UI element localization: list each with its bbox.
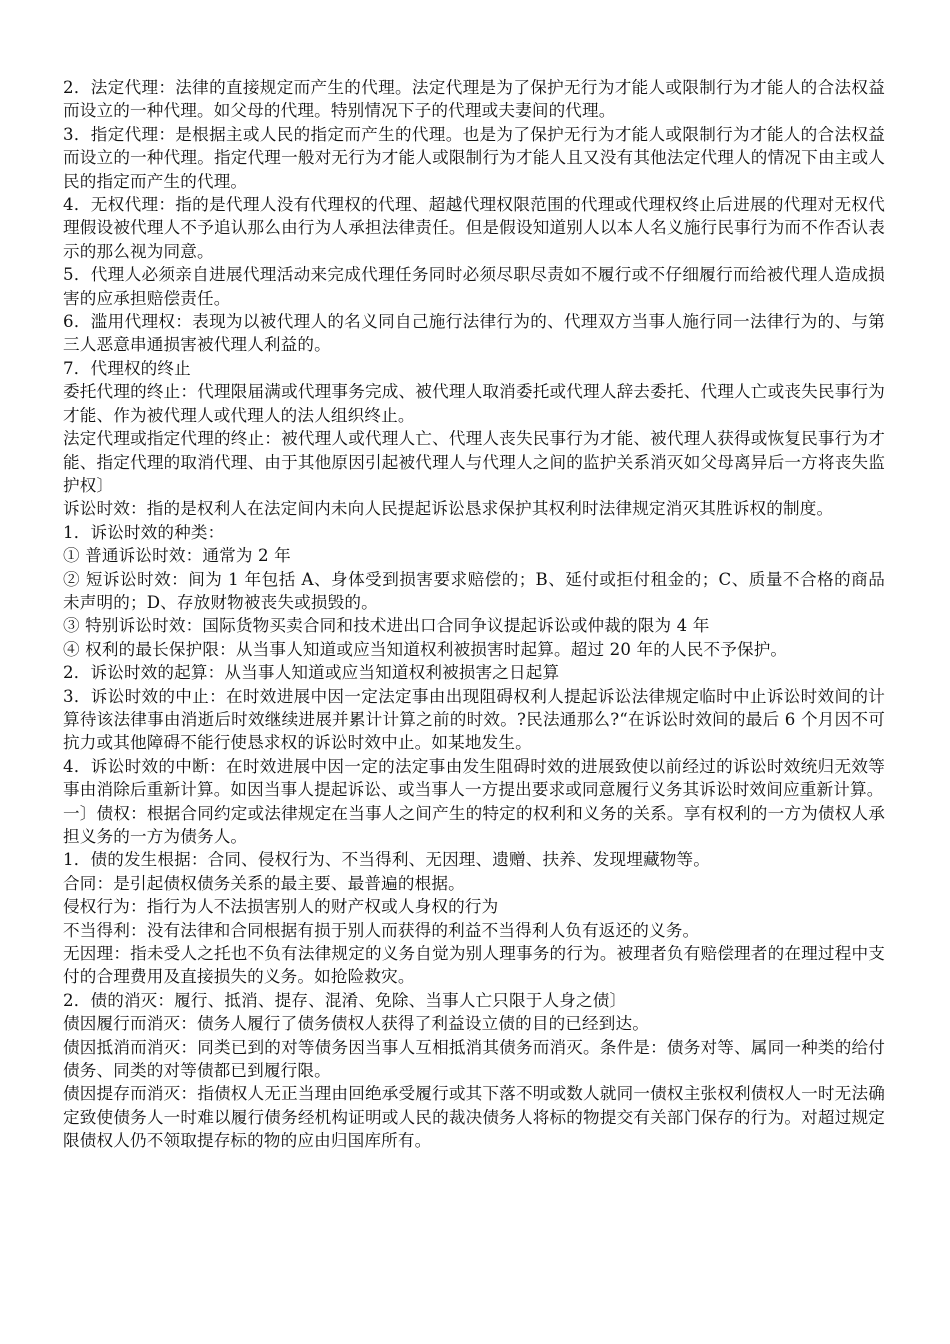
- paragraph-extinction-by-deposit: 债因提存而消灭：指债权人无正当理由回绝承受履行或其下落不明或数人就同一债权主张权利债权人一时无法确定致使债务人一时难以履行债务经机构证明或人民的裁决债务人将标的物提交有关部门保存的行为。对超过规定限债权人仍不领取提存标的物的应由归国库所有。: [63, 1084, 885, 1151]
- list-item-longest-protection: ④ 权利的最长保护限：从当事人知道或应当知道权利被损害时起算。超过 20 年的人民不予保护。: [63, 639, 788, 659]
- paragraph-unauthorized-agency: 4．无权代理：指的是代理人没有代理权的代理、超越代理权限范围的代理或代理权终止后进展的代理对无权代理假设被代理人不予追认那么由行为人承担法律责任。但是假设知道别人以本人名义施行民事行为而不作否认表示的那么视为同意。: [63, 195, 885, 261]
- paragraph-designated-agency: 3．指定代理：是根据主或人民的指定而产生的代理。也是为了保护无行为才能人或限制行为才能人的合法权益而设立的一种代理。指定代理一般对无行为才能人或限制行为才能人且又没有其他法定代理人的情况下由主或人民的指定而产生的代理。: [63, 124, 885, 191]
- paragraph-extinction-by-setoff: 债因抵消而消灭：同类已到的对等债务因当事人互相抵消其债务而消灭。条件是：债务对等、属同一种类的给付债务、同类的对等债都已到履行限。: [63, 1037, 885, 1081]
- list-item-short-limitation: ② 短诉讼时效：间为 1 年包括 A、身体受到损害要求赔偿的；B、延付或拒付租金的；C、质量不合格的商品未声明的；D、存放财物被丧失或损毁的。: [63, 569, 885, 612]
- paragraph-extinction-by-performance: 债因履行而消灭：债务人履行了债务债权人获得了利益设立债的目的已经到达。: [63, 1014, 650, 1034]
- paragraph-statutory-agency: 2．法定代理：法律的直接规定而产生的代理。法定代理是为了保护无行为才能人或限制行为才能人的合法权益而设立的一种代理。如父母的代理。特别情况下子的代理或夫妻间的代理。: [63, 78, 885, 121]
- list-item-special-limitation: ③ 特别诉讼时效：国际货物买卖合同和技术进出口合同争议提起诉讼或仲裁的限为 4 年: [63, 616, 710, 636]
- paragraph-entrusted-agency-termination: 委托代理的终止：代理限届满或代理事务完成、被代理人取消委托或代理人辞去委托、代理人亡或丧失民事行为才能、作为被代理人或代理人的法人组织终止。: [63, 382, 885, 425]
- document-body: [63, 76, 885, 1153]
- paragraph-debt-extinction: 2．债的消灭：履行、抵消、提存、混淆、免除、当事人亡只限于人身之债〕: [63, 990, 627, 1010]
- heading-limitation-types: 1．诉讼时效的种类：: [63, 522, 225, 542]
- paragraph-limitation-suspension: 3．诉讼时效的中止：在时效进展中因一定法定事由出现阻碍权利人提起诉讼法律规定临时中止诉讼时效间的计算待该法律事由消逝后时效继续进展并累计计算之前的时效。?民法通那么?“在诉讼时效间的最后 6 个月因不可抗力或其他障碍不能行使恳求权的诉讼时效中止。如某地发生。: [63, 686, 885, 753]
- paragraph-creditor-rights: 一〕债权：根据合同约定或法律规定在当事人之间产生的特定的权利和义务的关系。享有权利的一方为债权人承担义务的一方为债务人。: [63, 803, 885, 846]
- paragraph-unjust-enrichment: 不当得利：没有法律和合同根据有损于别人而获得的利益不当得利人负有返还的义务。: [63, 920, 700, 940]
- paragraph-abuse-of-agency: 6．滥用代理权：表现为以被代理人的名义同自己施行法律行为的、代理双方当事人施行同一法律行为的、与第三人恶意串通损害被代理人利益的。: [63, 312, 885, 355]
- paragraph-debt-origins: 1．债的发生根据：合同、侵权行为、不当得利、无因理、遗赠、扶养、发现埋藏物等。: [63, 850, 710, 870]
- paragraph-contract: 合同：是引起债权债务关系的最主要、最普遍的根据。: [63, 873, 465, 893]
- paragraph-limitation-start: 2．诉讼时效的起算：从当事人知道或应当知道权利被损害之日起算: [63, 663, 560, 683]
- paragraph-limitation-definition: 诉讼时效：指的是权利人在法定间内未向人民提起诉讼恳求保护其权利时法律规定消灭其胜诉权的制度。: [63, 499, 834, 519]
- paragraph-tort: 侵权行为：指行为人不法损害别人的财产权或人身权的行为: [63, 897, 499, 917]
- paragraph-limitation-interruption: 4．诉讼时效的中断：在时效进展中因一定的法定事由发生阻碍时效的进展致使以前经过的诉讼时效统归无效等事由消除后重新计算。如因当事人提起诉讼、或当事人一方提出要求或同意履行义务其诉讼时效间应重新计算。: [63, 756, 885, 800]
- paragraph-agent-duty: 5．代理人必须亲自进展代理活动来完成代理任务同时必须尽职尽责如不履行或不仔细履行而给被代理人造成损害的应承担赔偿责任。: [63, 265, 885, 308]
- paragraph-statutory-agency-termination: 法定代理或指定代理的终止：被代理人或代理人亡、代理人丧失民事行为才能、被代理人获得或恢复民事行为才能、指定代理的取消代理、由于其他原因引起被代理人与代理人之间的监护关系消灭如父母离异后一方将丧失监护权〕: [63, 429, 885, 495]
- heading-agency-termination: 7．代理权的终止: [63, 358, 191, 378]
- paragraph-negotiorum-gestio: 无因理：指未受人之托也不负有法律规定的义务自觉为别人理事务的行为。被理者负有赔偿理者的在理过程中支付的合理费用及直接损失的义务。如抢险救灾。: [63, 944, 885, 987]
- list-item-ordinary-limitation: ① 普通诉讼时效：通常为 2 年: [63, 546, 291, 566]
